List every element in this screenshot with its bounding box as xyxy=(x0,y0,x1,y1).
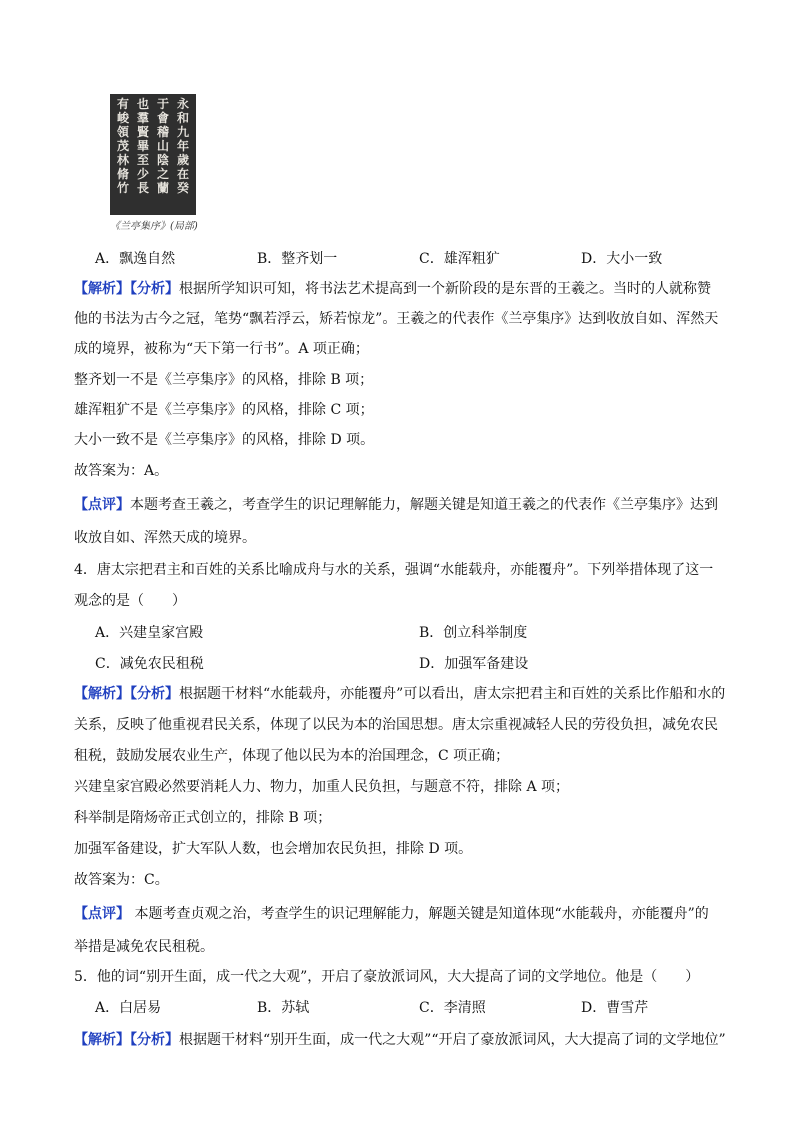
q4-analysis-line: 科举制是隋炀帝正式创立的，排除 B 项； xyxy=(74,810,332,826)
calligraphy-column xyxy=(174,98,192,211)
calligraphy-character: 之 xyxy=(156,167,169,181)
q3-analysis-line: 他的书法为古今之冠，笔势“飘若浮云，矫若惊龙”。王羲之的代表作《兰亭集序》达到收放自如、浑然天 xyxy=(74,311,719,327)
calligraphy-character: 山 xyxy=(156,139,169,153)
analysis-tag: 【解析】 xyxy=(74,686,130,702)
question-number: 4． xyxy=(74,562,97,578)
q5-option-c: C．李清照 xyxy=(419,1000,486,1016)
q4-comment-first-line xyxy=(74,904,754,924)
q4-analysis-line: 关系，反映了他重视君民关系，体现了以民为本的治国思想。唐太宗重视减轻人民的劳役负担，减免农民 xyxy=(74,717,718,733)
q4-analysis-first-line xyxy=(74,684,754,704)
calligraphy-character: 有 xyxy=(116,97,129,111)
q4-comment-line: 举措是减免农民租税。 xyxy=(74,939,214,955)
q3-option-d: D．大小一致 xyxy=(581,251,663,267)
q4-option-b: B．创立科举制度 xyxy=(419,625,528,641)
calligraphy-character: 稽 xyxy=(156,125,169,139)
q3-comment-line: 收放自如、浑然天成的境界。 xyxy=(74,530,256,546)
comment-text: 本题考查贞观之治，考查学生的识记理解能力，解题关键是知道体现“水能载舟，亦能覆舟”的 xyxy=(130,906,709,922)
q3-analysis-line: 成的境界，被称为“天下第一行书”。A 项正确； xyxy=(74,341,369,357)
q5-analysis-first-line xyxy=(74,1030,754,1050)
q4-answer: 故答案为：C。 xyxy=(74,872,169,888)
q4-analysis-line: 租税，鼓励发展农业生产，体现了他以民为本的治国理念，C 项正确； xyxy=(74,748,510,764)
q4-stem-first-line xyxy=(74,560,754,580)
calligraphy-character: 竹 xyxy=(116,181,129,195)
figure-caption: 《兰亭集序》(局部) xyxy=(110,221,198,232)
calligraphy-character: 脩 xyxy=(116,167,129,181)
comment-tag: 【点评】 xyxy=(74,906,130,922)
calligraphy-character: 賢 xyxy=(136,125,149,139)
calligraphy-character: 長 xyxy=(136,181,149,195)
q4-analysis-line: 加强军备建设，扩大军队人数，也会增加农民负担，排除 D 项。 xyxy=(74,841,473,857)
calligraphy-character: 在 xyxy=(176,167,189,181)
calligraphy-character: 和 xyxy=(176,111,189,125)
calligraphy-column xyxy=(114,98,132,211)
q4-analysis-line: 兴建皇家宫殿必然要消耗人力、物力，加重人民负担，与题意不符，排除 A 项； xyxy=(74,779,570,795)
calligraphy-character: 年 xyxy=(176,139,189,153)
q4-option-c: C．减免农民租税 xyxy=(95,656,204,672)
calligraphy-character: 永 xyxy=(176,97,189,111)
calligraphy-character: 畢 xyxy=(136,139,149,153)
calligraphy-character: 峻 xyxy=(116,111,129,125)
calligraphy-column xyxy=(134,98,152,211)
comment-text: 本题考查王羲之，考查学生的识记理解能力，解题关键是知道王羲之的代表作《兰亭集序》达到 xyxy=(130,497,718,513)
analysis-label: 【分析】 xyxy=(130,686,179,702)
q3-option-b: B．整齐划一 xyxy=(257,251,338,267)
q4-option-d: D．加强军备建设 xyxy=(419,656,529,672)
q3-option-a: A．飘逸自然 xyxy=(95,251,176,267)
q5-stem xyxy=(74,967,754,987)
q3-analysis-line: 雄浑粗犷不是《兰亭集序》的风格，排除 C 项； xyxy=(74,402,374,418)
q5-option-d: D．曹雪芹 xyxy=(581,1000,649,1016)
q5-stem-text: 他的词“别开生面，成一代之大观”，开启了豪放派词风，大大提高了词的文学地位。他是（ ） xyxy=(96,969,700,985)
calligraphy-character: 陰 xyxy=(156,153,169,167)
comment-tag: 【点评】 xyxy=(74,497,130,513)
calligraphy-character: 也 xyxy=(136,97,149,111)
calligraphy-column xyxy=(154,98,172,211)
calligraphy-character: 會 xyxy=(156,111,169,125)
q4-stem-text: 唐太宗把君主和百姓的关系比喻成舟与水的关系，强调“水能载舟，亦能覆舟”。下列举措体现了这一 xyxy=(96,562,714,578)
calligraphy-character: 蘭 xyxy=(156,181,169,195)
analysis-text: 根据题干材料“别开生面，成一代之大观”“开启了豪放派词风，大大提高了词的文学地位” xyxy=(179,1032,726,1048)
analysis-label: 【分析】 xyxy=(130,281,179,297)
calligraphy-character: 癸 xyxy=(176,181,189,195)
analysis-text: 根据题干材料“水能载舟，亦能覆舟”可以看出，唐太宗把君主和百姓的关系比作船和水的 xyxy=(179,686,726,702)
q3-comment-first-line xyxy=(74,495,754,515)
calligraphy-character: 羣 xyxy=(136,111,149,125)
q3-answer: 故答案为：A。 xyxy=(74,463,169,479)
analysis-label: 【分析】 xyxy=(130,1032,179,1048)
q4-option-a: A．兴建皇家宫殿 xyxy=(95,625,204,641)
q5-option-b: B．苏轼 xyxy=(257,1000,310,1016)
q5-option-a: A．白居易 xyxy=(95,1000,162,1016)
analysis-text: 根据所学知识可知，将书法艺术提高到一个新阶段的是东晋的王羲之。当时的人就称赞 xyxy=(179,281,711,297)
calligraphy-character: 茂 xyxy=(116,139,129,153)
q4-stem-line: 观念的是（ ） xyxy=(74,593,186,609)
calligraphy-character: 林 xyxy=(116,153,129,167)
calligraphy-character: 歲 xyxy=(176,153,189,167)
calligraphy-character: 于 xyxy=(156,97,169,111)
calligraphy-columns xyxy=(114,98,192,211)
q3-analysis-line: 整齐划一不是《兰亭集序》的风格，排除 B 项； xyxy=(74,372,374,388)
analysis-tag: 【解析】 xyxy=(74,1032,130,1048)
analysis-tag: 【解析】 xyxy=(74,281,130,297)
calligraphy-character: 領 xyxy=(116,125,129,139)
calligraphy-image xyxy=(110,94,196,215)
q3-analysis-line: 大小一致不是《兰亭集序》的风格，排除 D 项。 xyxy=(74,432,375,448)
q3-analysis-first-line xyxy=(74,279,754,299)
calligraphy-character: 至 xyxy=(136,153,149,167)
calligraphy-character: 九 xyxy=(176,125,189,139)
q3-option-c: C．雄浑粗犷 xyxy=(419,251,500,267)
calligraphy-character: 少 xyxy=(136,167,149,181)
question-number: 5． xyxy=(74,969,97,985)
